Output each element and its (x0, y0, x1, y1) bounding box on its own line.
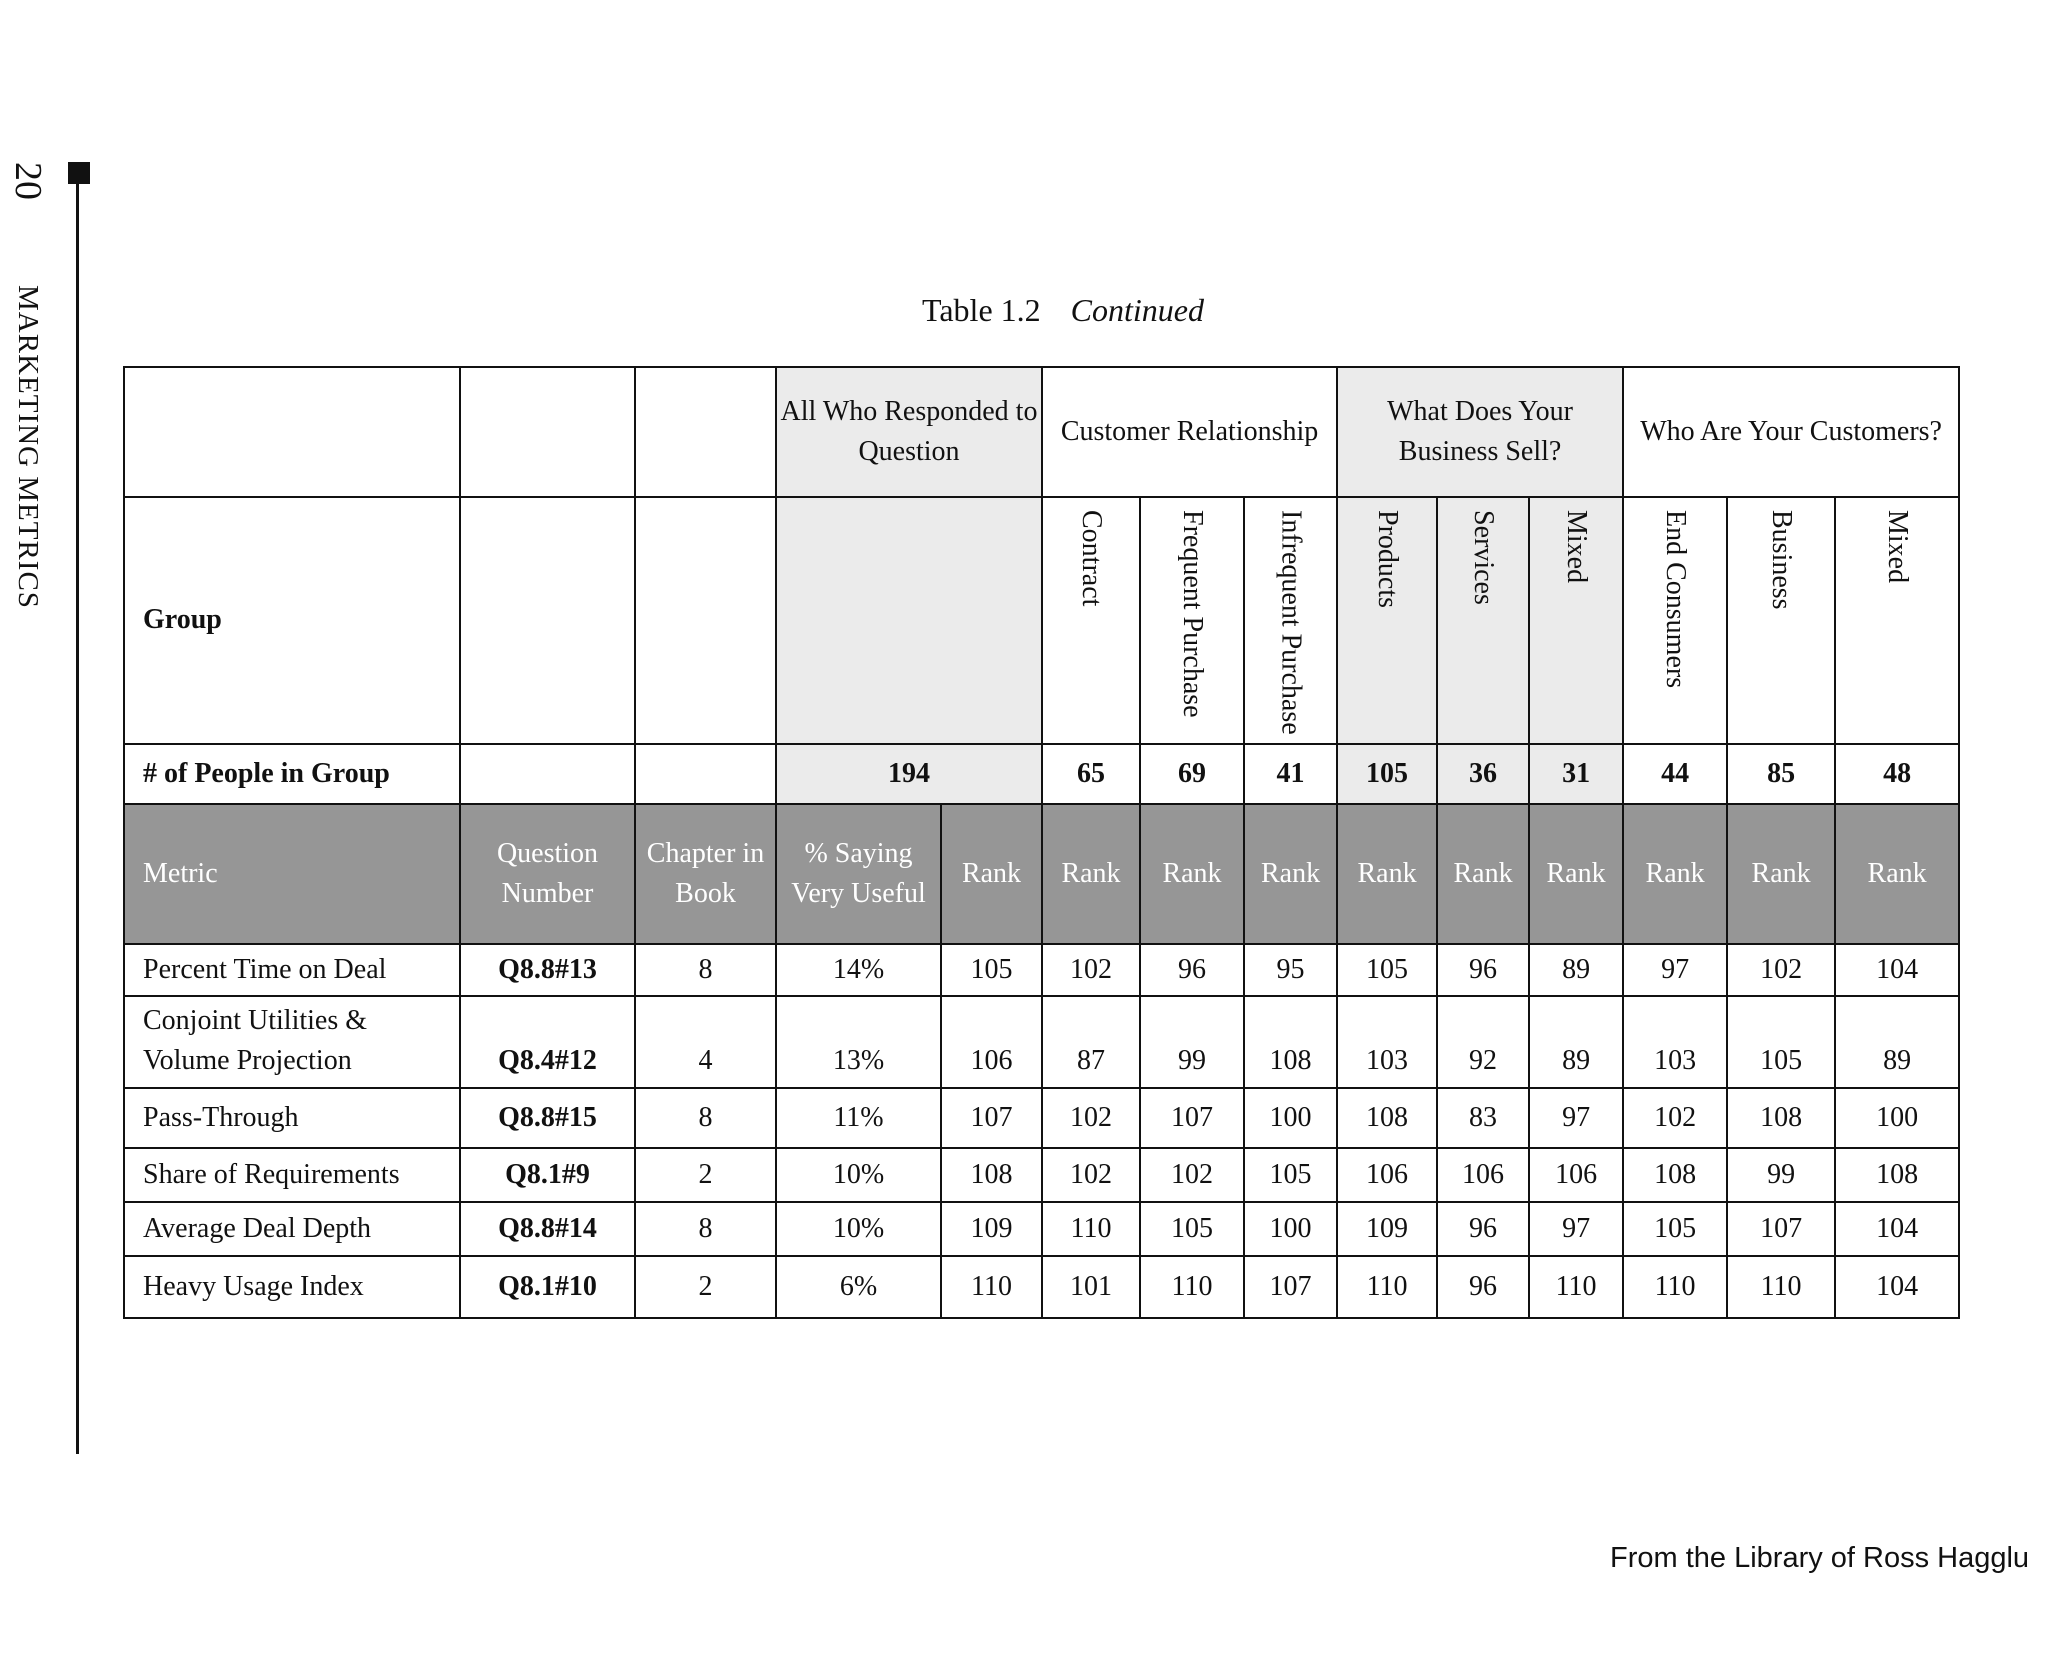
rank-value: 105 (1337, 944, 1437, 996)
rank-value: 99 (1140, 996, 1244, 1088)
people-count-infrequent: 41 (1244, 744, 1337, 804)
rank-value: 106 (941, 996, 1042, 1088)
group-row-label: Group (124, 497, 460, 744)
table-caption (0, 292, 2048, 329)
segment-end-consumers: End Consumers (1660, 510, 1692, 689)
segment-services: Services (1468, 510, 1500, 605)
metric-name: Conjoint Utilities & Volume Projection (124, 996, 460, 1088)
rank-value: 104 (1835, 1202, 1959, 1256)
rank-value: 105 (1140, 1202, 1244, 1256)
rank-value: 102 (1042, 944, 1140, 996)
rank-value: 110 (941, 1256, 1042, 1318)
chapter-number: 8 (635, 944, 776, 996)
rank-value: 100 (1244, 1202, 1337, 1256)
col-pct-very-useful: % Saying Very Useful (776, 804, 941, 944)
col-rank: Rank (1244, 804, 1337, 944)
col-rank: Rank (1529, 804, 1623, 944)
pct-very-useful: 14% (776, 944, 941, 996)
metrics-table (123, 366, 1960, 1319)
group-all: All Who Responded to Question (776, 367, 1042, 497)
rank-value: 92 (1437, 996, 1529, 1088)
col-rank: Rank (1140, 804, 1244, 944)
rank-value: 97 (1623, 944, 1727, 996)
rank-value: 107 (1727, 1202, 1835, 1256)
rank-value: 110 (1042, 1202, 1140, 1256)
rank-value: 102 (1140, 1148, 1244, 1202)
rank-value: 101 (1042, 1256, 1140, 1318)
caption-continued: Continued (1070, 292, 1204, 328)
metric-name: Share of Requirements (124, 1148, 460, 1202)
rank-value: 106 (1437, 1148, 1529, 1202)
pct-very-useful: 11% (776, 1088, 941, 1148)
rank-value: 107 (1244, 1256, 1337, 1318)
rank-value: 106 (1529, 1148, 1623, 1202)
people-count-frequent: 69 (1140, 744, 1244, 804)
col-rank: Rank (1437, 804, 1529, 944)
table-row (124, 1088, 1959, 1148)
people-count-products: 105 (1337, 744, 1437, 804)
rank-value: 103 (1623, 996, 1727, 1088)
table-row (124, 1256, 1959, 1318)
rank-value: 100 (1244, 1088, 1337, 1148)
rank-value: 87 (1042, 996, 1140, 1088)
chapter-number: 2 (635, 1256, 776, 1318)
rank-value: 97 (1529, 1088, 1623, 1148)
segment-frequent-purchase: Frequent Purchase (1177, 510, 1209, 718)
question-number: Q8.8#14 (460, 1202, 635, 1256)
chapter-number: 4 (635, 996, 776, 1088)
footer-watermark: From the Library of Ross Hagglu (1610, 1542, 2030, 1574)
rank-value: 102 (1623, 1088, 1727, 1148)
question-number: Q8.1#10 (460, 1256, 635, 1318)
segment-mixed-customers: Mixed (1882, 510, 1914, 584)
segment-products: Products (1372, 510, 1404, 608)
rank-value: 108 (1835, 1148, 1959, 1202)
page-number: 20 (7, 162, 49, 200)
chapter-number: 8 (635, 1202, 776, 1256)
rank-value: 105 (1623, 1202, 1727, 1256)
rank-value: 106 (1337, 1148, 1437, 1202)
segment-header-row (124, 497, 1959, 744)
rank-value: 110 (1529, 1256, 1623, 1318)
rank-value: 97 (1529, 1202, 1623, 1256)
rank-value: 109 (941, 1202, 1042, 1256)
people-count-contract: 65 (1042, 744, 1140, 804)
question-number: Q8.4#12 (460, 996, 635, 1088)
rank-value: 105 (1727, 996, 1835, 1088)
rank-value: 107 (1140, 1088, 1244, 1148)
rank-value: 102 (1042, 1148, 1140, 1202)
pct-very-useful: 10% (776, 1202, 941, 1256)
rank-value: 110 (1727, 1256, 1835, 1318)
people-count-mixed-customers: 48 (1835, 744, 1959, 804)
rank-value: 109 (1337, 1202, 1437, 1256)
rank-value: 96 (1140, 944, 1244, 996)
segment-mixed-sell: Mixed (1561, 510, 1593, 584)
table-row (124, 996, 1959, 1088)
pct-very-useful: 10% (776, 1148, 941, 1202)
people-row (124, 744, 1959, 804)
col-chapter: Chapter in Book (635, 804, 776, 944)
col-rank: Rank (1042, 804, 1140, 944)
rank-value: 108 (941, 1148, 1042, 1202)
metric-name: Average Deal Depth (124, 1202, 460, 1256)
rank-value: 96 (1437, 1202, 1529, 1256)
question-number: Q8.1#9 (460, 1148, 635, 1202)
chapter-number: 2 (635, 1148, 776, 1202)
rank-value: 110 (1140, 1256, 1244, 1318)
chapter-number: 8 (635, 1088, 776, 1148)
rank-value: 110 (1623, 1256, 1727, 1318)
people-count-services: 36 (1437, 744, 1529, 804)
metric-rows (124, 944, 1959, 1318)
col-rank: Rank (941, 804, 1042, 944)
caption-number: Table 1.2 (922, 292, 1041, 328)
col-question-number: Question Number (460, 804, 635, 944)
rank-value: 96 (1437, 944, 1529, 996)
rank-value: 103 (1337, 996, 1437, 1088)
col-rank: Rank (1727, 804, 1835, 944)
col-rank: Rank (1835, 804, 1959, 944)
col-metric: Metric (124, 804, 460, 944)
col-rank: Rank (1337, 804, 1437, 944)
rank-value: 95 (1244, 944, 1337, 996)
group-customers: Who Are Your Customers? (1623, 367, 1959, 497)
table-row (124, 944, 1959, 996)
margin-marker (68, 162, 90, 184)
rank-value: 108 (1623, 1148, 1727, 1202)
people-count-all: 194 (776, 744, 1042, 804)
rank-value: 99 (1727, 1148, 1835, 1202)
running-head: MARKETING METRICS (12, 285, 44, 609)
group-header-row (124, 367, 1959, 497)
pct-very-useful: 6% (776, 1256, 941, 1318)
rank-value: 104 (1835, 1256, 1959, 1318)
question-number: Q8.8#15 (460, 1088, 635, 1148)
rank-value: 96 (1437, 1256, 1529, 1318)
people-count-end-consumers: 44 (1623, 744, 1727, 804)
rank-value: 108 (1244, 996, 1337, 1088)
pct-very-useful: 13% (776, 996, 941, 1088)
margin-rule (76, 184, 79, 1454)
rank-value: 102 (1042, 1088, 1140, 1148)
people-label: # of People in Group (124, 744, 460, 804)
people-count-mixed-sell: 31 (1529, 744, 1623, 804)
rank-value: 89 (1529, 996, 1623, 1088)
rank-value: 105 (1244, 1148, 1337, 1202)
column-header-row (124, 804, 1959, 944)
rank-value: 102 (1727, 944, 1835, 996)
rank-value: 105 (941, 944, 1042, 996)
rank-value: 89 (1835, 996, 1959, 1088)
rank-value: 110 (1337, 1256, 1437, 1318)
metric-name: Percent Time on Deal (124, 944, 460, 996)
group-sell: What Does Your Business Sell? (1337, 367, 1623, 497)
segment-contract: Contract (1076, 510, 1108, 607)
group-relationship: Customer Relationship (1042, 367, 1337, 497)
rank-value: 108 (1337, 1088, 1437, 1148)
rank-value: 100 (1835, 1088, 1959, 1148)
rank-value: 108 (1727, 1088, 1835, 1148)
rank-value: 89 (1529, 944, 1623, 996)
people-count-business: 85 (1727, 744, 1835, 804)
col-rank: Rank (1623, 804, 1727, 944)
table-row (124, 1148, 1959, 1202)
rank-value: 107 (941, 1088, 1042, 1148)
rank-value: 83 (1437, 1088, 1529, 1148)
metric-name: Heavy Usage Index (124, 1256, 460, 1318)
rank-value: 104 (1835, 944, 1959, 996)
metric-name: Pass-Through (124, 1088, 460, 1148)
question-number: Q8.8#13 (460, 944, 635, 996)
segment-infrequent-purchase: Infrequent Purchase (1275, 510, 1307, 735)
segment-business: Business (1766, 510, 1798, 610)
table-row (124, 1202, 1959, 1256)
